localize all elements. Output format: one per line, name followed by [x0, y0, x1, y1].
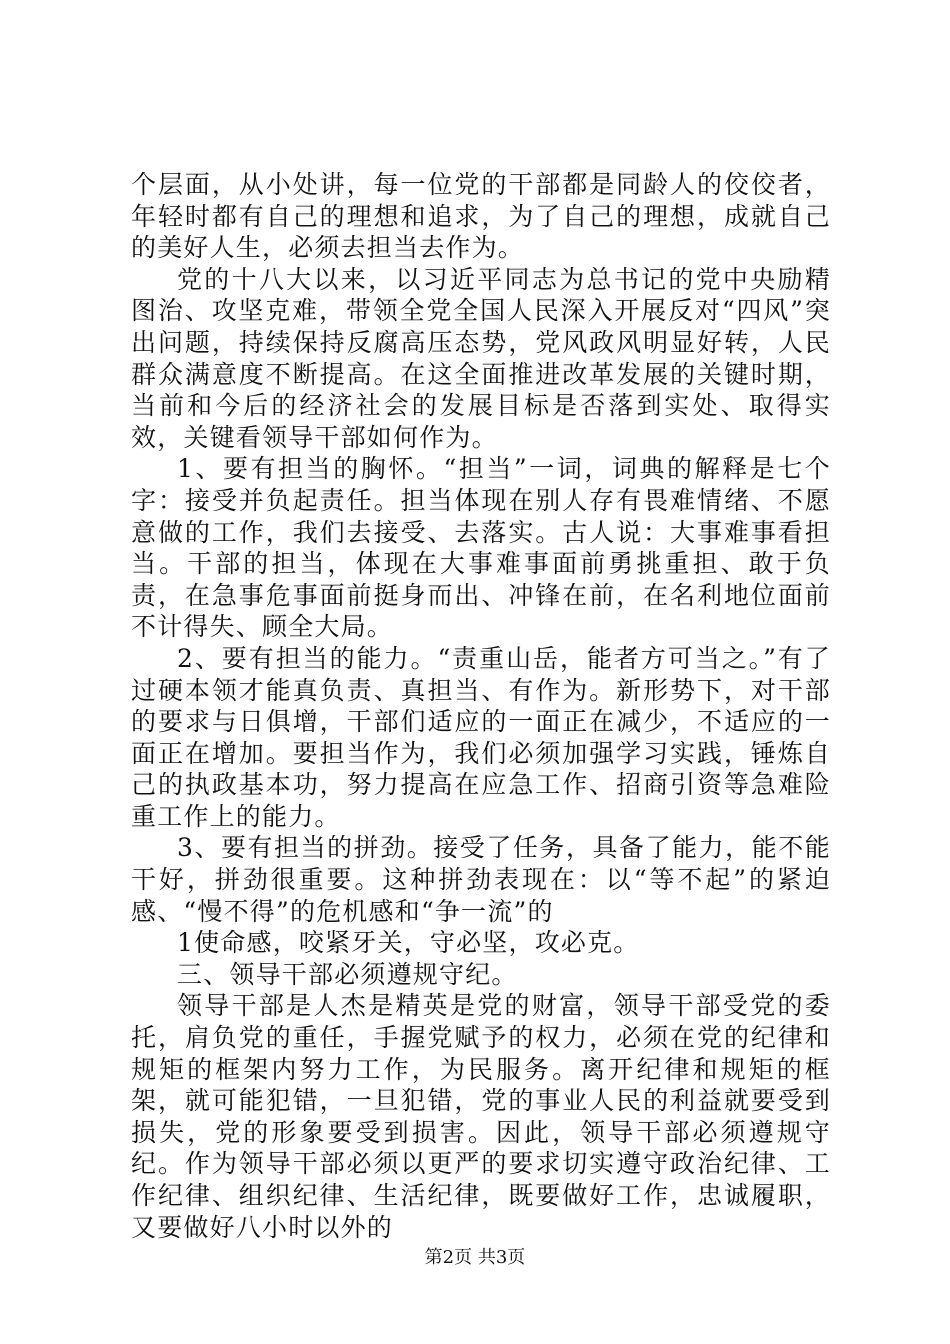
paragraph-point-3-continued: 1使命感，咬紧牙关，守必坚，攻必克。 — [177, 928, 640, 958]
paragraph-party-congress: 党的十八大以来，以习近平同志为总书记的党中央励精图治、攻坚克难，带领全党全国人民深入开展反对“四风”突出问题，持续保持反腐高压态势，党风政风明显好转，人民群众满意度不断提高。在这全面推进改革发展的关键时期，当前和今后的经济社会的发展目标是否落到实处、取得实效，关键看领导干部如何作为。 — [131, 264, 831, 452]
paragraph-point-1: 1、要有担当的胸怀。“担当”一词，词典的解释是七个字：接受并负起责任。担当体现在别人存有畏难情绪、不愿意做的工作，我们去接受、去落实。古人说：大事难事看担当。干部的担当，体现在大事难事面前勇挑重担、敢于负责，在急事危事面前挺身而出、冲锋在前，在名利地位面前不计得失、顾全大局。 — [131, 454, 831, 642]
paragraph-continuation: 个层面，从小处讲，每一位党的干部都是同龄人的佼佼者，年轻时都有自己的理想和追求，为了自己的理想，成就自己的美好人生，必须去担当去作为。 — [131, 170, 831, 263]
paragraph-point-2: 2、要有担当的能力。“责重山岳，能者方可当之。”有了过硬本领才能真负责、真担当、有作为。新形势下，对干部的要求与日俱增，干部们适应的一面正在减少，不适应的一面正在增加。要担当作为，我们必须加强学习实践，锤炼自己的执政基本功，努力提高在应急工作、招商引资等急难险重工作上的能力。 — [131, 643, 831, 831]
page-number-footer: 第2页 共3页 — [424, 1247, 526, 1268]
paragraph-discipline: 领导干部是人杰是精英是党的财富，领导干部受党的委托，肩负党的重任，手握党赋予的权力，必须在党的纪律和规矩的框架内努力工作，为民服务。离开纪律和规矩的框架，就可能犯错，一旦犯错，党的事业人民的利益就要受到损失，党的形象要受到损害。因此，领导干部必须遵规守纪。作为领导干部必须以更严的要求切实遵守政治纪律、工作纪律、组织纪律、生活纪律，既要做好工作，忠诚履职，又要做好八小时以外的 — [131, 991, 831, 1242]
document-body — [131, 169, 831, 1243]
paragraph-point-3: 3、要有担当的拼劲。接受了任务，具备了能力，能不能干好，拼劲很重要。这种拼劲表现在：以“等不起”的紧迫感、“慢不得”的危机感和“争一流”的 — [131, 833, 831, 926]
section-heading-3: 三、领导干部必须遵规守纪。 — [177, 959, 518, 989]
